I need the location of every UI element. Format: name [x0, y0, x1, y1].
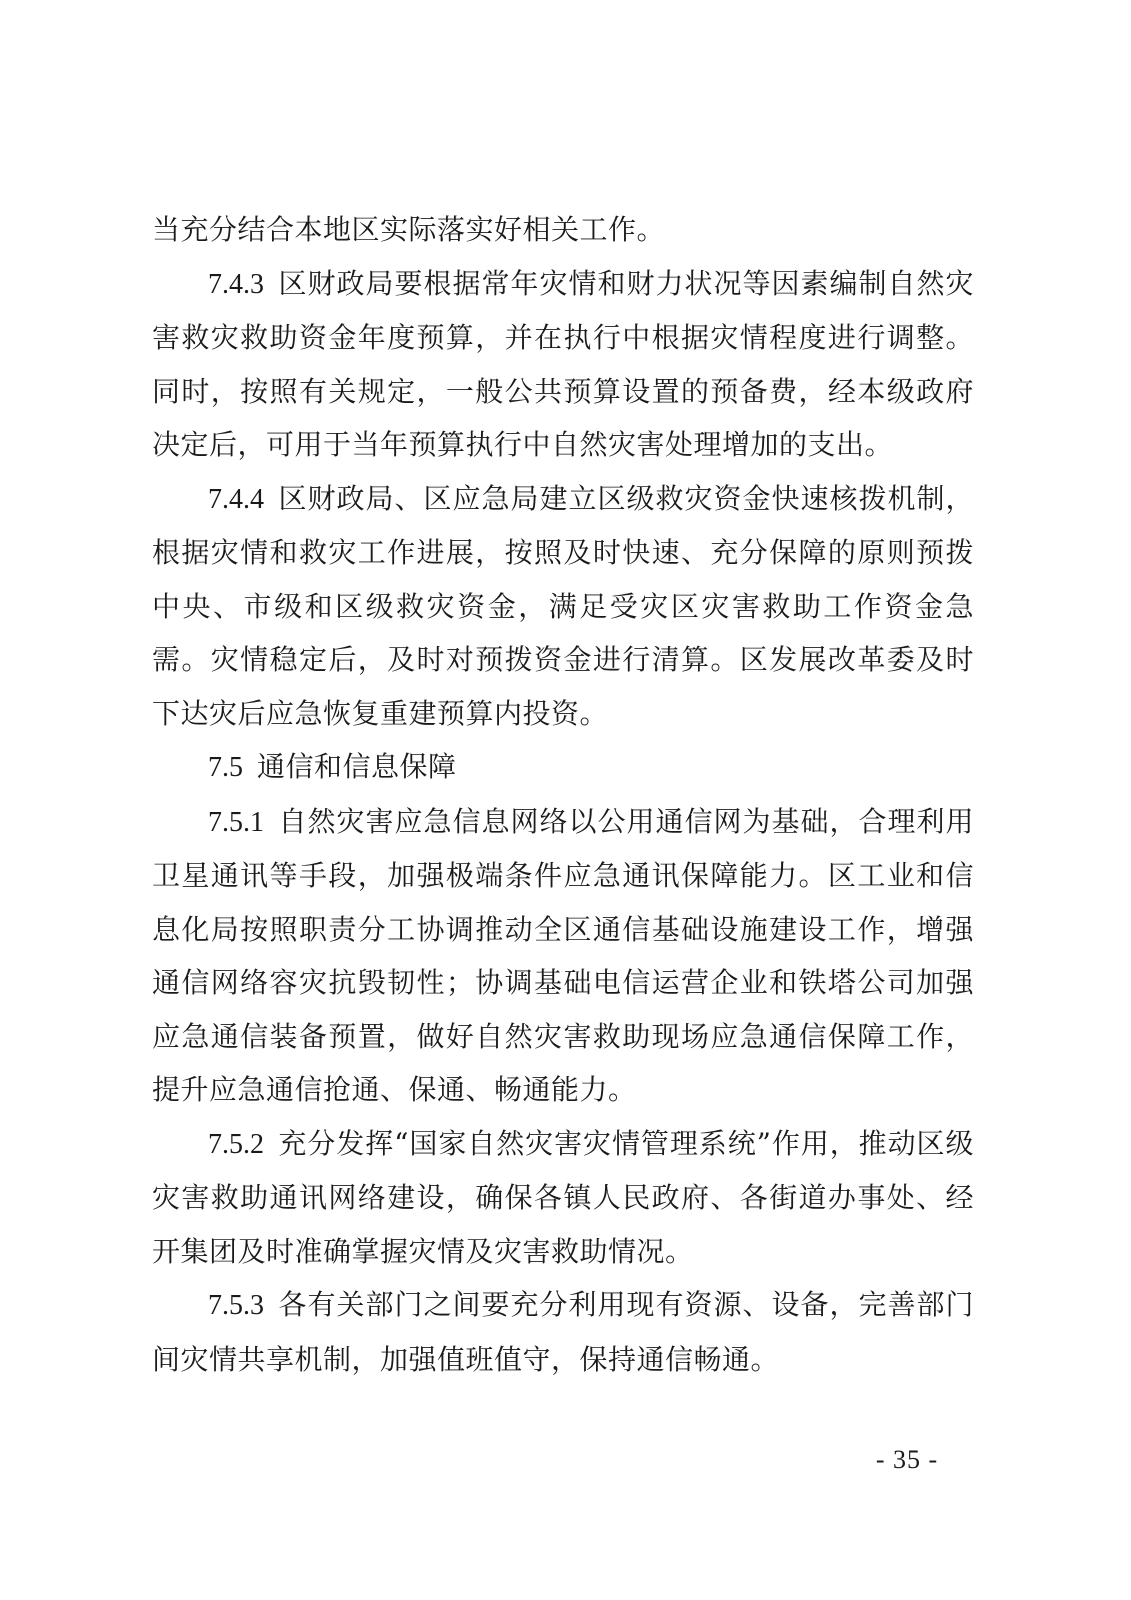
document-body: [152, 203, 974, 1386]
paragraph-7-4-4: [152, 472, 974, 741]
section-heading-text: 通信和信息保障: [257, 750, 457, 783]
paragraph-text: 区财政局要根据常年灾情和财力状况等因素编制自然灾害救灾救助资金年度预算，并在执行中根据灾情程度进行调整。同时，按照有关规定，一般公共预算设置的预备费，经本级政府决定后，可用于当年预算执行中自然灾害处理增加的支出。: [152, 266, 974, 461]
paragraph-text: 区财政局、区应急局建立区级救灾资金快速核拨机制，根据灾情和救灾工作进展，按照及时快速、充分保障的原则预拨中央、市级和区级救灾资金，满足受灾区灾害救助工作资金急需。灾情稳定后，及时对预拨资金进行清算。区发展改革委及时下达灾后应急恢复重建预算内投资。: [152, 481, 974, 730]
paragraph-7-5-2: [152, 1117, 974, 1279]
section-number: 7.5: [208, 752, 243, 783]
section-number: 7.4.4: [208, 483, 264, 515]
paragraph-text: 充分发挥“国家自然灾害灾情管理系统”作用，推动区级灾害救助通讯网络建设，确保各镇人民政府、各街道办事处、经开集团及时准确掌握灾情及灾害救助情况。: [152, 1126, 974, 1268]
paragraph-7-5-3: [152, 1278, 974, 1386]
section-number: 7.5.3: [208, 1290, 264, 1321]
section-number: 7.5.1: [208, 806, 264, 838]
section-number: 7.4.3: [208, 268, 264, 300]
paragraph-7-5-1: [152, 795, 974, 1117]
section-number: 7.5.2: [208, 1128, 264, 1160]
paragraph-text: 各有关部门之间要充分利用现有资源、设备，完善部门间灾情共享机制，加强值班值守，保持通信畅通。: [152, 1288, 974, 1376]
paragraph-text: 当充分结合本地区实际落实好相关工作。: [152, 213, 666, 246]
paragraph-continuation: [152, 203, 974, 257]
paragraph-text: 自然灾害应急信息网络以公用通信网为基础，合理利用卫星通讯等手段，加强极端条件应急通讯保障能力。区工业和信息化局按照职责分工协调推动全区通信基础设施建设工作，增强通信网络容灾抗毁韧性；协调基础电信运营企业和铁塔公司加强应急通信装备预置，做好自然灾害救助现场应急通信保障工作，提升应急通信抢通、保通、畅通能力。: [152, 804, 974, 1106]
page-number: - 35 -: [875, 1445, 939, 1474]
paragraph-7-4-3: [152, 257, 974, 472]
section-heading-7-5: [152, 740, 974, 795]
